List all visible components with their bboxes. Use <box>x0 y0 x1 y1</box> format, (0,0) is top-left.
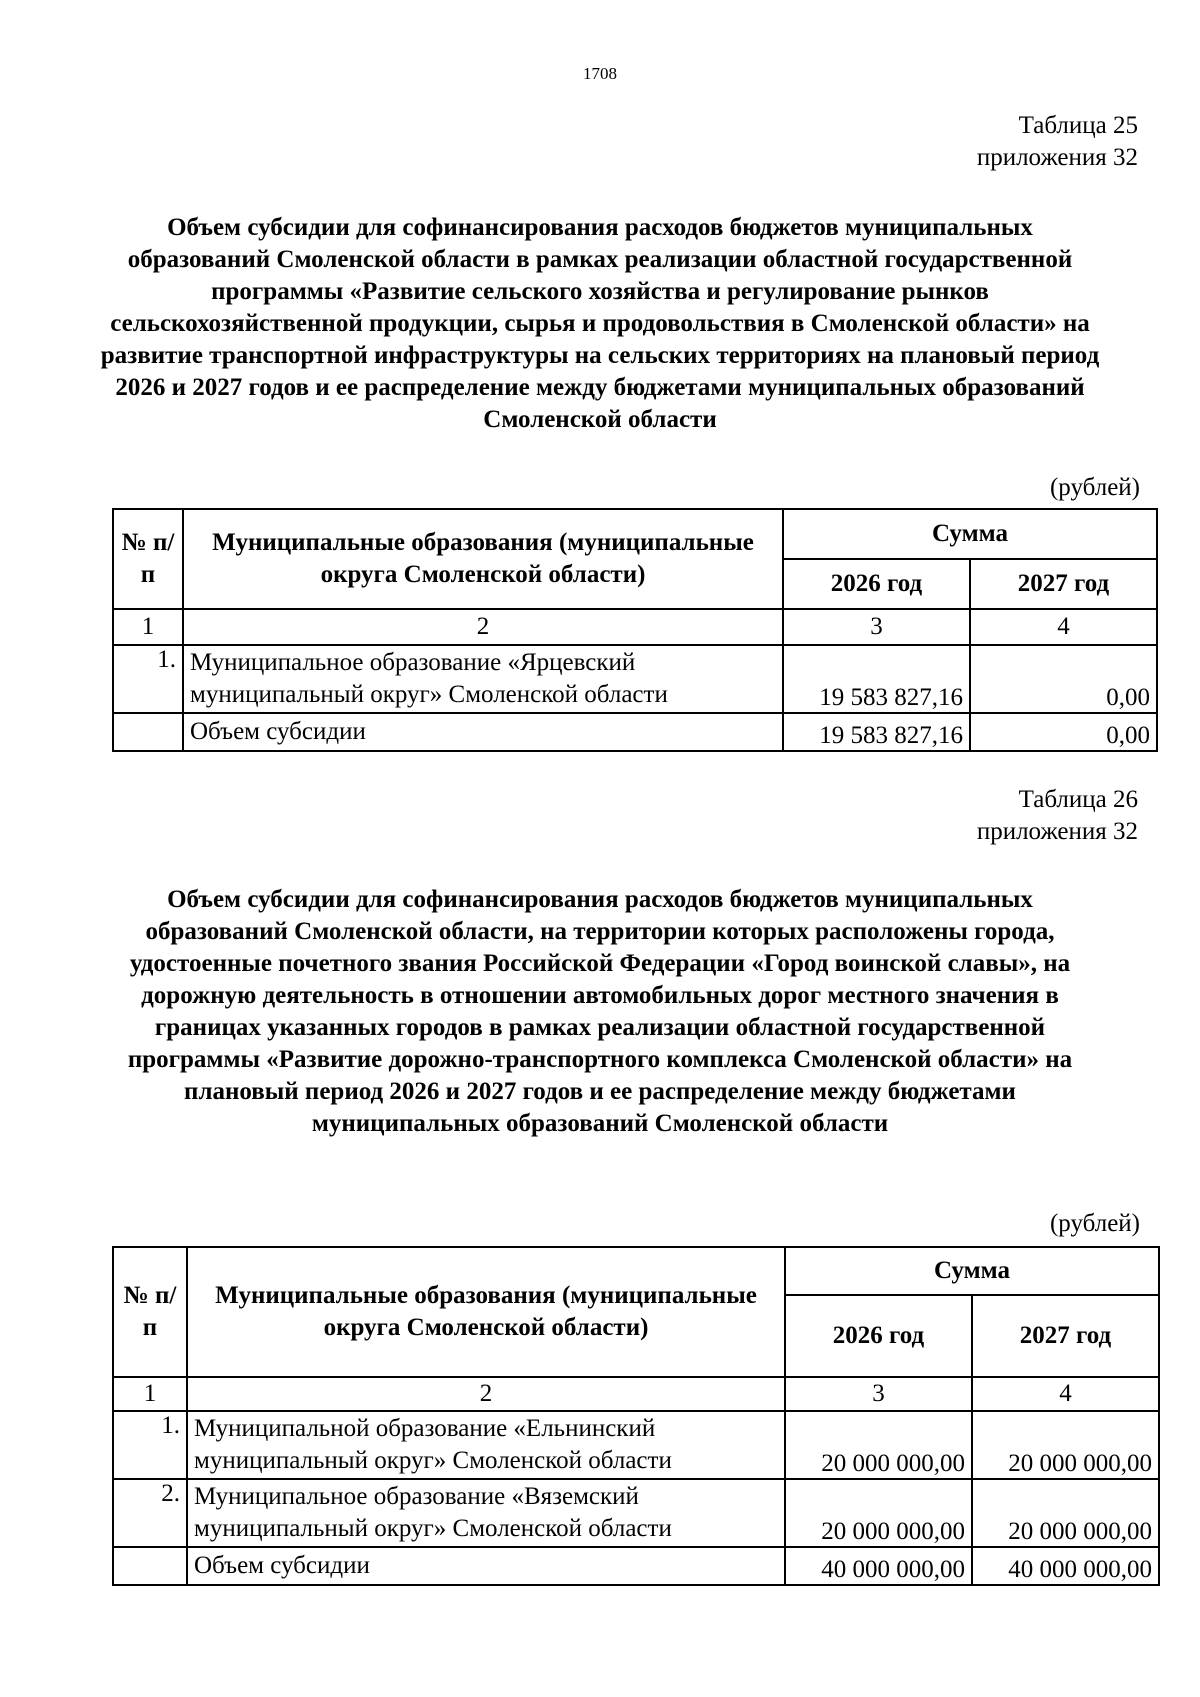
page-number: 1708 <box>583 64 617 83</box>
col-index-4: 4 <box>970 609 1157 645</box>
total-number <box>113 1547 187 1585</box>
col-index-4: 4 <box>972 1377 1159 1411</box>
col-index-3: 3 <box>785 1377 972 1411</box>
total-value-2027: 0,00 <box>970 713 1157 751</box>
header-sum: Сумма <box>785 1247 1159 1295</box>
table-26 <box>112 1246 1160 1586</box>
header-num: № п/п <box>113 509 183 609</box>
table-26-reference <box>977 784 1138 848</box>
table-26-units: (рублей) <box>1049 1210 1140 1237</box>
col-index-1: 1 <box>113 609 183 645</box>
row-municipality: Муниципальное образование «Ярцевский муниципальный округ» Смоленской области <box>183 645 783 713</box>
table-row <box>113 645 1157 713</box>
row-value-2026: 19 583 827,16 <box>783 645 970 713</box>
table-row <box>113 1479 1159 1547</box>
table-26-ref-line1: Таблица 26 <box>1018 786 1138 813</box>
total-row <box>113 713 1157 751</box>
row-number: 1. <box>113 645 183 713</box>
total-value-2026: 40 000 000,00 <box>785 1547 972 1585</box>
total-value-2027: 40 000 000,00 <box>972 1547 1159 1585</box>
table-25-ref-line2: приложения 32 <box>976 144 1138 171</box>
col-index-3: 3 <box>783 609 970 645</box>
total-number <box>113 713 183 751</box>
column-index-row <box>113 1377 1159 1411</box>
table-26-ref-line2: приложения 32 <box>976 818 1138 845</box>
total-value-2026: 19 583 827,16 <box>783 713 970 751</box>
row-value-2027: 0,00 <box>970 645 1157 713</box>
total-row <box>113 1547 1159 1585</box>
row-municipality: Муниципальной образование «Ельнинский муниципальный округ» Смоленской области <box>187 1411 785 1479</box>
table-26-title: Объем субсидии для софинансирования расходов бюджетов муниципальных образований Смоленской области, на территории которых расположены города, удостоенные почетного звания Российской Федерации «Город воинской славы», на дорожную деятельность в отношении автомобильных дорог местного значения в границах указанных городов в рамках реализации областной государственной программы «Развитие дорожно-транспортного комплекса Смоленской области» на плановый период 2026 и 2027 годов и ее распределение между бюджетами муниципальных образований Смоленской области <box>127 886 1073 1137</box>
header-municipality: Муниципальные образования (муниципальные округа Смоленской области) <box>183 509 783 609</box>
row-number: 2. <box>113 1479 187 1547</box>
column-index-row <box>113 609 1157 645</box>
header-sum: Сумма <box>783 509 1157 559</box>
row-number: 1. <box>113 1411 187 1479</box>
col-index-2: 2 <box>187 1377 785 1411</box>
table-25-title: Объем субсидии для софинансирования расходов бюджетов муниципальных образований Смоленской области в рамках реализации областной государственной программы «Развитие сельского хозяйства и регулирование рынков сельскохозяйственной продукции, сырья и продовольствия в Смоленской области» на развитие транспортной инфраструктуры на сельских территориях на плановый период 2026 и 2027 годов и ее распределение между бюджетами муниципальных образований Смоленской области <box>100 214 1100 433</box>
total-label: Объем субсидии <box>187 1547 785 1585</box>
col-index-2: 2 <box>183 609 783 645</box>
table-25-ref-line1: Таблица 25 <box>1018 112 1138 139</box>
header-year-2027: 2027 год <box>970 559 1157 609</box>
table-row <box>113 1411 1159 1479</box>
row-value-2027: 20 000 000,00 <box>972 1479 1159 1547</box>
row-municipality: Муниципальное образование «Вяземский муниципальный округ» Смоленской области <box>187 1479 785 1547</box>
total-label: Объем субсидии <box>183 713 783 751</box>
col-index-1: 1 <box>113 1377 187 1411</box>
row-value-2027: 20 000 000,00 <box>972 1411 1159 1479</box>
table-25 <box>112 508 1158 752</box>
row-value-2026: 20 000 000,00 <box>785 1411 972 1479</box>
header-municipality: Муниципальные образования (муниципальные округа Смоленской области) <box>187 1247 785 1377</box>
table-25-units: (рублей) <box>1049 474 1140 501</box>
row-value-2026: 20 000 000,00 <box>785 1479 972 1547</box>
table-25-reference <box>977 110 1138 174</box>
header-num: № п/п <box>113 1247 187 1377</box>
header-year-2026: 2026 год <box>783 559 970 609</box>
header-year-2027: 2027 год <box>972 1295 1159 1377</box>
header-year-2026: 2026 год <box>785 1295 972 1377</box>
